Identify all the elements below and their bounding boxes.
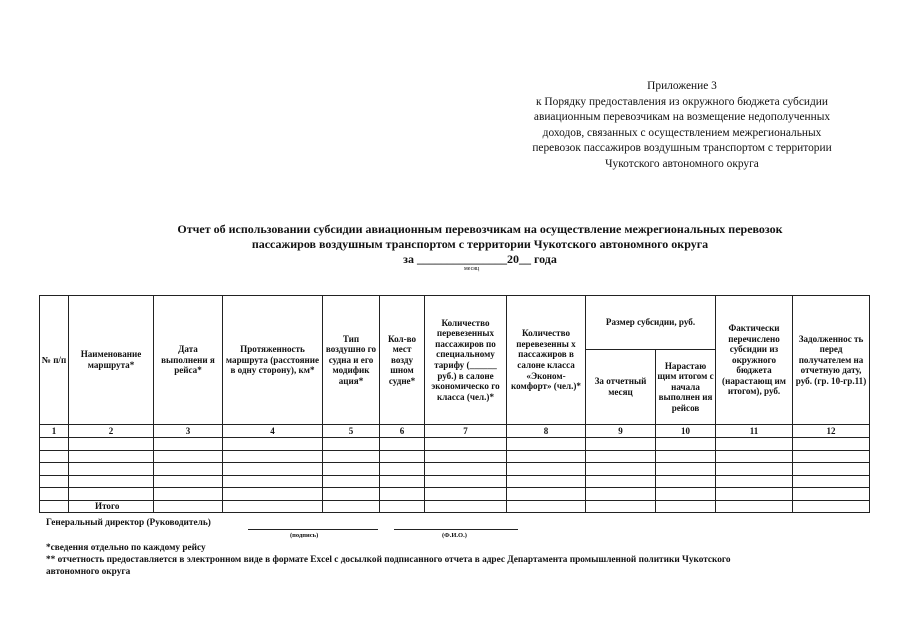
column-number: 2 <box>69 425 154 438</box>
table-row <box>40 475 870 488</box>
column-number: 3 <box>154 425 223 438</box>
table-row <box>40 450 870 463</box>
header-subsidy-month: За отчетный месяц <box>586 350 656 425</box>
footnotes <box>46 542 866 578</box>
header-route-name: Наименование маршрута* <box>69 296 154 425</box>
header-seats: Кол-во мест возду шном судне* <box>380 296 425 425</box>
column-number: 4 <box>223 425 323 438</box>
appendix-line: доходов, связанных с осуществлением межрегиональных <box>542 126 822 139</box>
footnote: *сведения отдельно по каждому рейсу <box>46 543 206 553</box>
report-table <box>39 295 870 513</box>
appendix-block <box>488 79 876 173</box>
report-title-line: Отчет об использовании субсидии авиационным перевозчикам на осуществление межрегиональных перевозок <box>177 222 783 236</box>
column-number: 1 <box>40 425 69 438</box>
header-subsidy-group: Размер субсидии, руб. <box>586 296 716 350</box>
table-row <box>40 438 870 451</box>
header-row <box>40 296 870 350</box>
header-economy-passengers: Количество перевезенных пассажиров по специальному тарифу (______ руб.) в салоне экономическо го класса (чел.)* <box>425 296 507 425</box>
appendix-line: к Порядку предоставления из окружного бюджета субсидии <box>536 95 828 108</box>
appendix-title: Приложение 3 <box>647 80 717 92</box>
header-comfort-passengers: Количество перевезенны х пассажиров в салоне класса «Эконом-комфорт» (чел.)* <box>507 296 586 425</box>
column-number: 9 <box>586 425 656 438</box>
column-number-row <box>40 425 870 438</box>
column-number: 7 <box>425 425 507 438</box>
column-number: 5 <box>323 425 380 438</box>
appendix-line: Чукотского автономного округа <box>605 157 759 170</box>
appendix-line: перевозок пассажиров воздушным транспортом с территории <box>532 142 832 155</box>
header-number: № п/п <box>40 296 69 425</box>
signature-label: Генеральный директор (Руководитель) <box>46 518 211 528</box>
column-number: 12 <box>793 425 870 438</box>
report-title-line: пассажиров воздушным транспортом с территории Чукотского автономного округа <box>251 237 709 251</box>
header-flight-date: Дата выполнени я рейса* <box>154 296 223 425</box>
header-subsidy-cumulative: Нарастаю щим итогом с начала выполнен ия рейсов <box>656 350 716 425</box>
name-caption: (Ф.И.О.) <box>442 532 467 539</box>
table-row <box>40 488 870 501</box>
footnote: автономного округа <box>46 567 131 577</box>
column-number: 10 <box>656 425 716 438</box>
footnote: ** отчетность предоставляется в электронном виде в формате Excel с досылкой подписанного отчета в адрес Департамента промышленной политики Чукотского <box>46 555 731 565</box>
report-period: за _______________20__ года <box>403 252 557 266</box>
header-route-length: Протяженность маршрута (расстояние в одну сторону), км* <box>223 296 323 425</box>
period-caption: месяц <box>464 266 480 272</box>
total-row <box>40 500 870 513</box>
report-title <box>40 222 905 267</box>
column-number: 6 <box>380 425 425 438</box>
header-aircraft-type: Тип воздушно го судна и его модифик ация* <box>323 296 380 425</box>
signature-line <box>248 529 378 530</box>
table-row <box>40 463 870 476</box>
total-label: Итого <box>69 500 154 513</box>
header-transferred: Фактически перечислено субсидии из окружного бюджета (нарастающ им итогом), руб. <box>716 296 793 425</box>
name-line <box>394 529 518 530</box>
column-number: 8 <box>507 425 586 438</box>
header-debt: Задолженнос ть перед получателем на отчетную дату, руб. (гр. 10-гр.11) <box>793 296 870 425</box>
column-number: 11 <box>716 425 793 438</box>
appendix-line: авиационным перевозчикам на возмещение недополученных <box>533 111 831 124</box>
signature-caption: (подпись) <box>290 532 319 539</box>
